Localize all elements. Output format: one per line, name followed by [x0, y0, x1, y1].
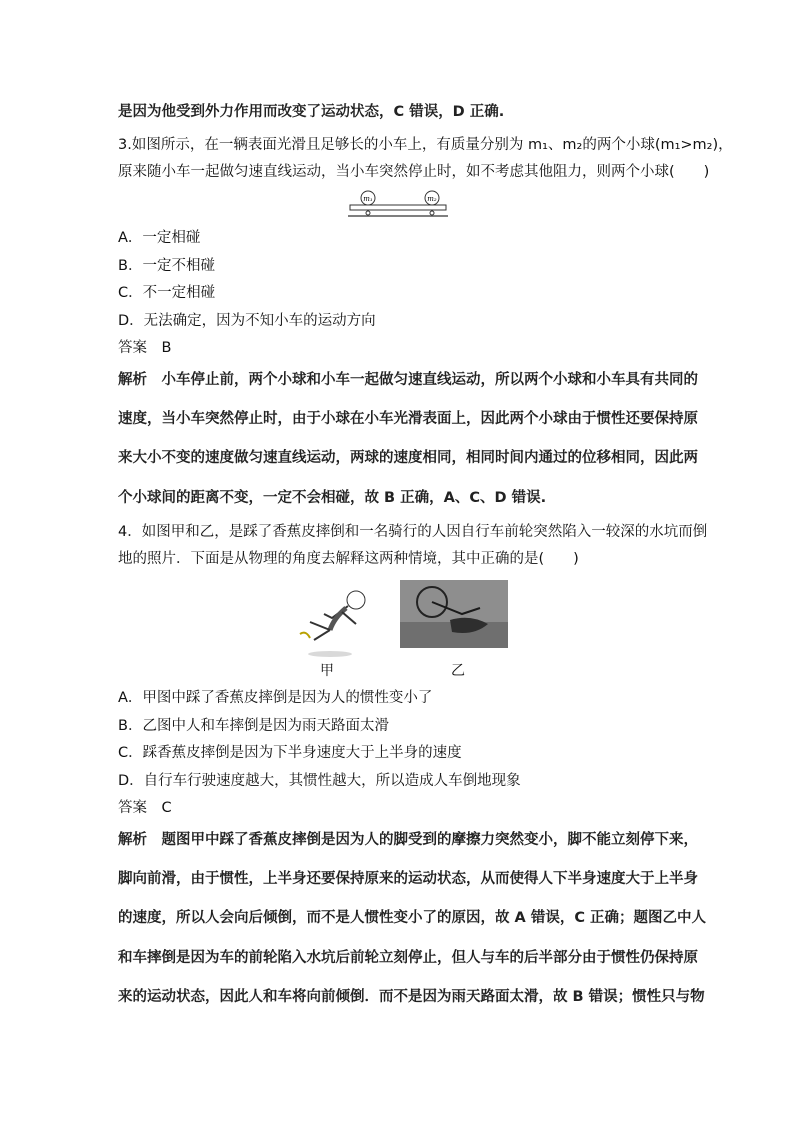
q3-option-a: A．一定相碰	[118, 230, 201, 246]
cartoon-torso	[330, 608, 346, 630]
q4-explanation-line-4: 和车摔倒是因为车的前轮陷入水坑后前轮立刻停止，但人与车的后半部分由于惯性仍保持原	[118, 950, 698, 966]
text-line-1: 是因为他受到外力作用而改变了运动状态，C 错误，D 正确.	[118, 104, 505, 120]
cart-wheel-right	[430, 211, 434, 215]
cart-wheel-left	[366, 211, 370, 215]
q4-option-a: A．甲图中踩了香蕉皮摔倒是因为人的惯性变小了	[118, 690, 433, 706]
q3-option-c: C．不一定相碰	[118, 285, 216, 301]
ball-m2-label: m₂	[427, 195, 437, 203]
q4-option-c: C．踩香蕉皮摔倒是因为下半身速度大于上半身的速度	[118, 745, 462, 761]
bicycle-fall-photo	[400, 580, 508, 648]
q3-explanation-line-4: 个小球间的距离不变，一定不会相碰，故 B 正确，A、C、D 错误.	[118, 490, 547, 506]
q3-explanation-line-3: 来大小不变的速度做匀速直线运动，两球的速度相同，相同时间内通过的位移相同，因此两	[118, 450, 698, 466]
question-3-stem-line-1: 3.如图所示，在一辆表面光滑且足够长的小车上，有质量分别为 m₁、m₂的两个小球(m₁>m₂)，	[118, 137, 733, 153]
cartoon-shadow	[308, 651, 352, 657]
photos-figure	[284, 578, 514, 678]
question-3-stem-line-2: 原来随小车一起做匀速直线运动，当小车突然停止时，如不考虑其他阻力，则两个小球( )	[118, 164, 710, 180]
q4-answer: 答案 C	[118, 800, 172, 816]
q3-explanation-line-2: 速度，当小车突然停止时，由于小球在小车光滑表面上，因此两个小球由于惯性还要保持原	[118, 411, 698, 427]
question-4-stem-line-1: 4．如图甲和乙，是踩了香蕉皮摔倒和一名骑行的人因自行车前轮突然陷入一较深的水坑而倒	[118, 524, 708, 540]
q3-option-d: D．无法确定，因为不知小车的运动方向	[118, 313, 376, 329]
q4-explanation-line-3: 的速度，所以人会向后倾倒，而不是人惯性变小了的原因，故 A 错误，C 正确；题图乙中人	[118, 910, 707, 926]
question-4-stem-line-2: 地的照片．下面是从物理的角度去解释这两种情境，其中正确的是( )	[118, 551, 579, 567]
q4-explanation-line-1: 解析 题图甲中踩了香蕉皮摔倒是因为人的脚受到的摩擦力突然变小，脚不能立刻停下来，	[118, 832, 698, 848]
cart-with-two-balls-figure	[348, 188, 448, 220]
cartoon-legs	[310, 622, 330, 640]
cartoon-head	[347, 591, 365, 609]
q4-option-b: B．乙图中人和车摔倒是因为雨天路面太滑	[118, 718, 389, 734]
cart-body	[350, 205, 446, 210]
figure-caption-yi: 乙	[451, 663, 465, 679]
q3-explanation-line-1: 解析 小车停止前，两个小球和小车一起做匀速直线运动，所以两个小球和小车具有共同的	[118, 372, 698, 388]
banana-slip-cartoon	[300, 591, 365, 657]
cartoon-arm-right	[342, 612, 356, 624]
figure-caption-jia: 甲	[320, 663, 334, 679]
q4-option-d: D．自行车行驶速度越大，其惯性越大，所以造成人车倒地现象	[118, 773, 521, 789]
q4-explanation-line-5: 来的运动状态，因此人和车将向前倾倒．而不是因为雨天路面太滑，故 B 错误；惯性只与物	[118, 989, 705, 1005]
q3-option-b: B．一定不相碰	[118, 258, 215, 274]
q4-explanation-line-2: 脚向前滑，由于惯性，上半身还要保持原来的运动状态，从而使得人下半身速度大于上半身	[118, 871, 698, 887]
banana-peel	[300, 633, 310, 638]
ball-m1-label: m₁	[363, 195, 373, 203]
q3-answer: 答案 B	[118, 340, 172, 356]
